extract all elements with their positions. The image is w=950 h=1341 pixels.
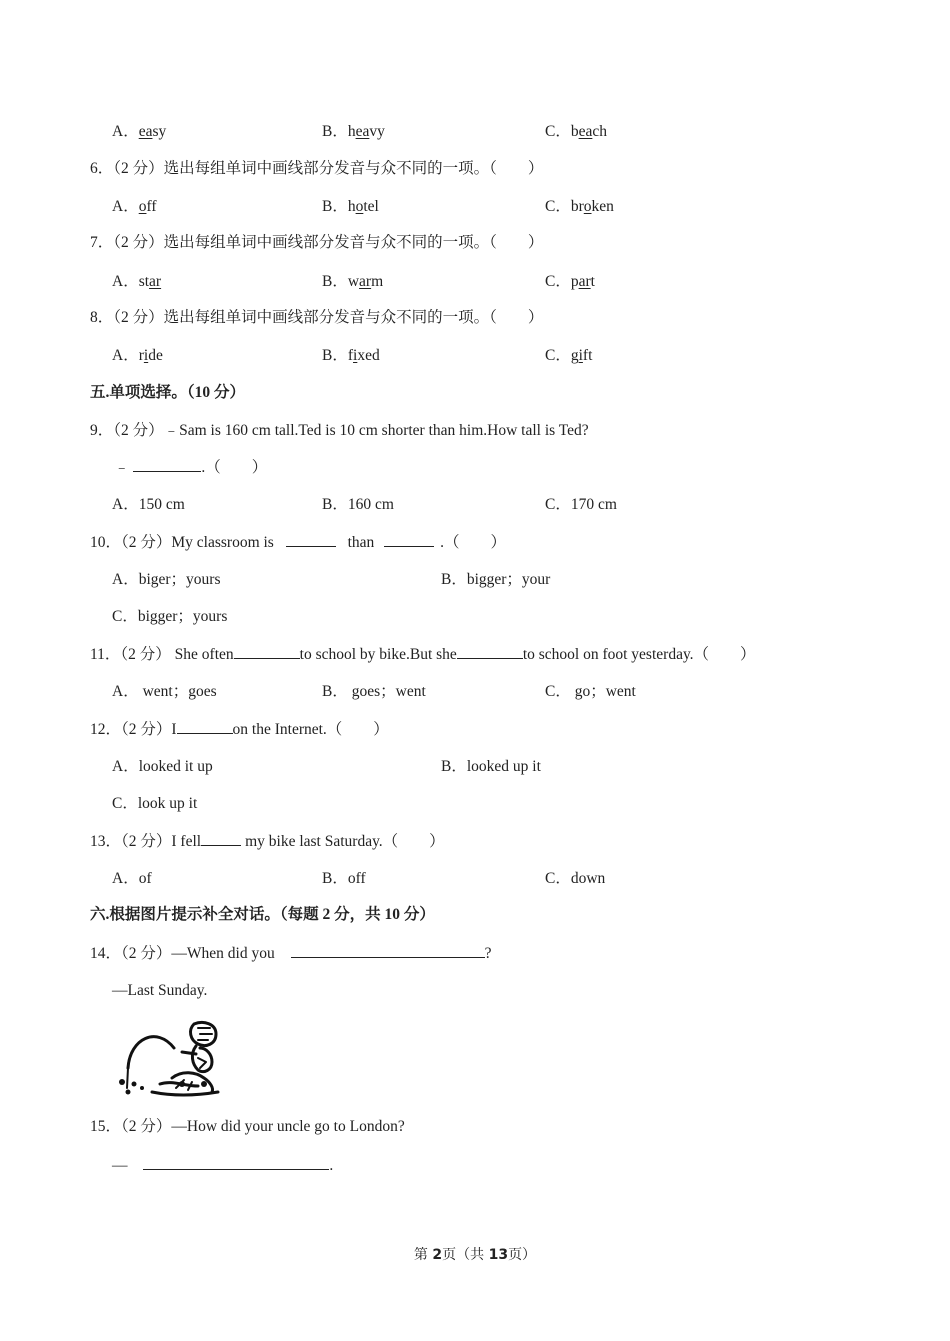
q13-option-c: C．down: [545, 870, 606, 887]
q14-reply: —Last Sunday.: [112, 982, 208, 999]
q11-option-a: A． went；goes: [112, 683, 217, 700]
q13-option-a: A．of: [112, 870, 152, 887]
option-label: B．: [322, 347, 348, 364]
q9-answer-line: [114, 457, 267, 478]
q5-option-a: [112, 122, 166, 142]
fishing-boy-picture: [112, 1018, 222, 1100]
q8-option-a: [112, 346, 163, 366]
q6-option-b: [322, 197, 379, 217]
option-text: g: [570, 347, 579, 364]
option-text: f: [347, 347, 354, 364]
stem-text: on the Internet.（ ）: [232, 721, 389, 738]
q8-stem: 8．（2 分）选出每组单词中画线部分发音与众不同的一项。（ ）: [90, 309, 544, 326]
underlined-part: o: [355, 198, 364, 215]
page-number: 2: [432, 1247, 443, 1263]
stem-text: than: [347, 534, 375, 551]
q13-option-b: B．off: [322, 870, 366, 887]
q12-option-c: C．look up it: [112, 795, 198, 812]
underlined-part: ea: [355, 123, 370, 140]
option-text: st: [138, 273, 150, 290]
option-text: sy: [152, 123, 167, 140]
answer-blank[interactable]: [286, 532, 336, 547]
q7-option-a: [112, 272, 161, 292]
q15-stem: 15．（2 分）—How did your uncle go to London?: [90, 1118, 405, 1135]
underlined-part: o: [138, 198, 147, 215]
q10-option-c: C．bigger；yours: [112, 608, 228, 625]
q5-option-c: [545, 122, 607, 142]
dash: ﹣: [114, 459, 130, 476]
option-text: h: [347, 123, 356, 140]
stem-text: my bike last Saturday.（ ）: [245, 833, 445, 850]
answer-blank[interactable]: [201, 831, 241, 846]
footer-text: 页（共: [442, 1247, 489, 1263]
option-text: ken: [591, 198, 614, 215]
answer-blank[interactable]: [234, 644, 300, 659]
option-text: ft: [582, 347, 593, 364]
q12-option-a: A．looked it up: [112, 758, 213, 775]
answer-blank[interactable]: [291, 943, 485, 958]
q9-option-b: B．160 cm: [322, 496, 394, 513]
answer-blank[interactable]: [133, 457, 201, 472]
q6-option-a: [112, 197, 157, 217]
option-label: A．: [112, 347, 139, 364]
footer-text: 第: [413, 1247, 433, 1263]
option-label: B．: [322, 198, 348, 215]
option-text: vy: [369, 123, 385, 140]
footer-text: 页）: [508, 1247, 537, 1263]
q9-option-a: A．150 cm: [112, 496, 185, 513]
section-title: 五.单项选择。（10 分）: [90, 384, 246, 401]
option-text: w: [347, 273, 360, 290]
underlined-part: ea: [138, 123, 153, 140]
q8-option-b: [322, 346, 380, 366]
q11-option-c: C． go；went: [545, 683, 636, 700]
underlined-part: ea: [578, 123, 593, 140]
q10-option-b: B．bigger；your: [441, 571, 551, 588]
underlined-part: ar: [359, 273, 372, 290]
underlined-part: ar: [578, 273, 591, 290]
q7-stem: 7．（2 分）选出每组单词中画线部分发音与众不同的一项。（ ）: [90, 234, 544, 251]
q15-reply: [112, 1155, 333, 1176]
option-text: r: [138, 347, 144, 364]
answer-blank[interactable]: [177, 719, 233, 734]
q9-option-c: C．170 cm: [545, 496, 617, 513]
page-footer: [0, 1244, 950, 1264]
q6-stem: 6．（2 分）选出每组单词中画线部分发音与众不同的一项。（ ）: [90, 160, 544, 177]
q10-option-a: A．biger；yours: [112, 571, 221, 588]
q7-option-c: [545, 272, 595, 292]
option-text: ch: [592, 123, 607, 140]
stem-text: 12．（2 分）I: [90, 721, 177, 738]
answer-blank[interactable]: [143, 1155, 329, 1170]
q8-option-c: [545, 346, 592, 366]
q10-stem: [90, 532, 506, 553]
option-label: C．: [545, 123, 571, 140]
option-label: C．: [545, 347, 571, 364]
q12-stem: [90, 719, 389, 740]
option-label: B．: [322, 123, 348, 140]
answer-blank[interactable]: [384, 532, 434, 547]
option-text: br: [570, 198, 584, 215]
option-text: ff: [146, 198, 157, 215]
q7-option-b: [322, 272, 383, 292]
option-text: de: [148, 347, 163, 364]
option-text: h: [347, 198, 356, 215]
stem-text: 14．（2 分）—When did you: [90, 945, 275, 962]
option-label: B．: [322, 273, 348, 290]
stem-text: 11．（2 分） She often: [90, 646, 234, 663]
option-text: p: [570, 273, 579, 290]
underlined-part: i: [143, 347, 149, 364]
underlined-part: ar: [149, 273, 162, 290]
underlined-part: i: [578, 347, 583, 364]
q12-option-b: B．looked up it: [441, 758, 541, 775]
q9-stem: 9．（2 分）﹣Sam is 160 cm tall.Ted is 10 cm shorter than him.How tall is Ted?: [90, 422, 589, 439]
total-pages: 13: [488, 1247, 509, 1263]
answer-blank[interactable]: [457, 644, 523, 659]
option-label: C．: [545, 273, 571, 290]
answer-tail: .（ ）: [201, 459, 268, 476]
option-label: A．: [112, 198, 139, 215]
q6-option-c: [545, 197, 614, 217]
stem-text: 10．（2 分）My classroom is: [90, 534, 274, 551]
underlined-part: o: [583, 198, 592, 215]
q11-option-b: B． goes；went: [322, 683, 426, 700]
q5-option-b: [322, 122, 385, 142]
option-text: t: [590, 273, 595, 290]
option-label: C．: [545, 198, 571, 215]
q11-stem: [90, 644, 756, 665]
option-label: A．: [112, 273, 139, 290]
option-text: m: [371, 273, 384, 290]
q13-stem: [90, 831, 445, 852]
stem-text: to school by bike.But she: [299, 646, 457, 663]
stem-text: to school on foot yesterday.（ ）: [522, 646, 756, 663]
option-text: xed: [357, 347, 380, 364]
stem-text: ?: [484, 945, 492, 962]
stem-text: .（ ）: [440, 534, 507, 551]
stem-text: 13．（2 分）I fell: [90, 833, 202, 850]
underlined-part: i: [353, 347, 358, 364]
section-title: 六.根据图片提示补全对话。（每题 2 分，共 10 分）: [90, 906, 435, 923]
dash: —: [112, 1157, 128, 1174]
option-text: b: [570, 123, 579, 140]
option-text: tel: [363, 198, 379, 215]
option-label: A．: [112, 123, 139, 140]
q14-stem: [90, 943, 491, 964]
answer-tail: .: [329, 1157, 334, 1174]
